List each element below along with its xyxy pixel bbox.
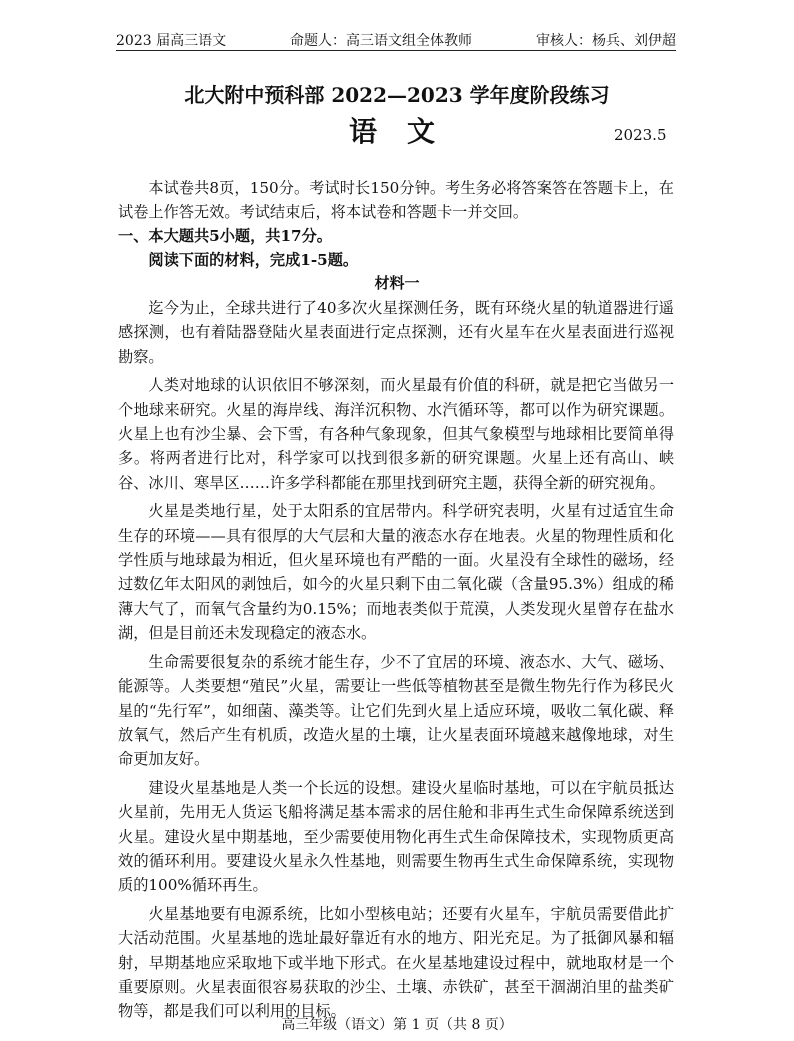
- exam-date: 2023.5: [614, 126, 667, 144]
- page-header: [116, 30, 676, 50]
- header-reviewers: 审核人：杨兵、刘伊超: [536, 33, 676, 49]
- material-body: [118, 296, 674, 1024]
- paragraph: 生命需要很复杂的系统才能生存，少不了宜居的环境、液态水、大气、磁场、能源等。人类要想“殖民”火星，需要让一些低等植物甚至是微生物先行作为移民火星的“先行军”，如细菌、藻类等。让它们先到火星上适应环境，吸收二氧化碳、释放氧气，然后产生有机质，改造火星的土壤，让火星表面环境越来越像地球，对生命更加友好。: [118, 652, 674, 769]
- instructions-text: 本试卷共8页，150分。考试时长150分钟。考生务必将答案答在答题卡上，在试卷上作答无效。考试结束后，将本试卷和答题卡一并交回。: [118, 179, 674, 222]
- paragraph: 迄今为止，全球共进行了40多次火星探测任务，既有环绕火星的轨道器进行遥感探测，也有着陆器登陆火星表面进行定点探测，还有火星车在火星表面进行巡视勘察。: [118, 299, 674, 366]
- paragraph: 火星基地要有电源系统，比如小型核电站；还要有火星车，宇航员需要借此扩大活动范围。火星基地的选址最好靠近有水的地方、阳光充足。为了抵御风暴和辐射，早期基地应采取地下或半地下形式。在火星基地建设过程中，就地取材是一个重要原则。火星表面很容易获取的沙尘、土壤、赤铁矿，甚至干涸湖泊里的盐类矿物等，都是我们可以利用的目标。: [118, 904, 674, 1021]
- material-title: 材料一: [374, 274, 420, 292]
- paragraph: 火星是类地行星，处于太阳系的宜居带内。科学研究表明，火星有过适宜生命生存的环境——具有很厚的大气层和大量的液态水存在地表。火星的物理性质和化学性质与地球最为相近，但火星环境也有严酷的一面。火星没有全球性的磁场，经过数亿年太阳风的剥蚀后，如今的火星只剩下由二氧化碳（含量95.3%）组成的稀薄大气了，而氧气含量约为0.15%；而地表类似于荒漠，人类发现火星曾存在盐水湖，但是目前还未发现稳定的液态水。: [118, 502, 674, 643]
- paragraph: 人类对地球的认识依旧不够深刻，而火星最有价值的科研，就是把它当做另一个地球来研究。火星的海岸线、海洋沉积物、水汽循环等，都可以作为研究课题。火星上也有沙尘暴、会下雪，有各种气象现象，但其气象模型与地球相比要简单得多。将两者进行比对，科学家可以找到很多新的研究课题。火星上还有高山、峡谷、冰川、寒旱区……许多学科都能在那里找到研究主题，获得全新的研究视角。: [118, 376, 674, 492]
- page-footer: 高三年级（语文）第 1 页（共 8 页）: [281, 1017, 513, 1033]
- reading-prompt: 阅读下面的材料，完成1-5题。: [148, 251, 359, 269]
- section-one-heading: 一、本大题共5小题，共17分。: [118, 227, 332, 245]
- paragraph: 建设火星基地是人类一个长远的设想。建设火星临时基地，可以在宇航员抵达火星前，先用无人货运飞船将满足基本需求的居住舱和非再生式生命保障系统送到火星。建设火星中期基地，至少需要使用物化再生式生命保障技术，实现物质更高效的循环利用。要建设火星永久性基地，则需要生物再生式生命保障系统，实现物质的100%循环再生。: [118, 778, 674, 895]
- header-authors: 命题人：高三语文组全体教师: [290, 33, 473, 49]
- header-rule: [116, 50, 676, 51]
- subject-title: 语文: [349, 115, 466, 148]
- exam-title: 北大附中预科部 2022—2023 学年度阶段练习: [184, 83, 610, 107]
- header-grade-subject: 2023 届高三语文: [116, 33, 227, 49]
- instructions-block: [118, 176, 674, 225]
